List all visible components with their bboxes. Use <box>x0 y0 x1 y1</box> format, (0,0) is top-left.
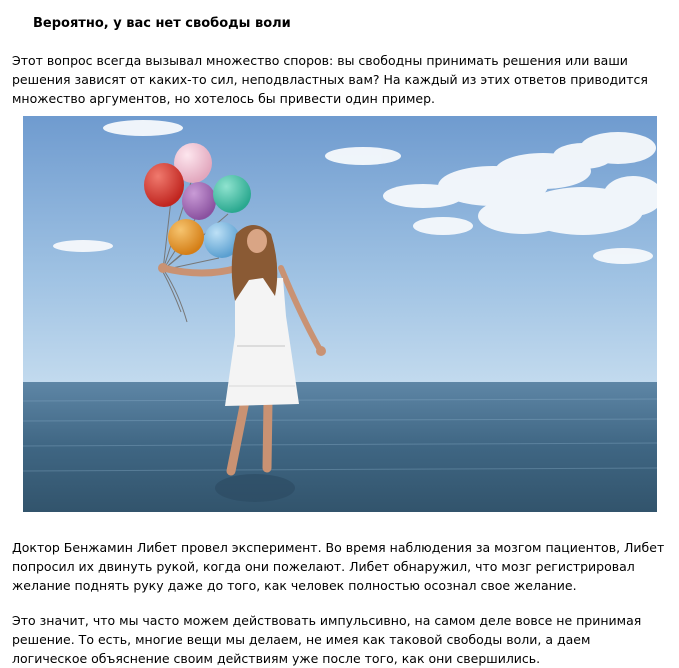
conclusion-line: решение. То есть, многие вещи мы делаем, не имея как таковой свободы воли, а даем <box>12 632 591 647</box>
purple-balloon <box>182 182 216 220</box>
conclusion-line: Это значит, что мы часто можем действовать импульсивно, на самом деле вовсе не принимая <box>12 613 642 628</box>
experiment-paragraph <box>12 538 672 595</box>
girl-with-balloons-photo <box>23 116 657 512</box>
intro-line: множество аргументов, но хотелось бы привести один пример. <box>12 91 436 106</box>
conclusion-line: логическое объяснение своим действиям уже после того, как они свершились. <box>12 651 541 666</box>
red-balloon <box>144 163 184 207</box>
sea <box>23 382 657 512</box>
conclusion-paragraph <box>12 611 672 668</box>
article-title: Вероятно, у вас нет свободы воли <box>33 16 291 31</box>
experiment-line: попросил их двинуть рукой, когда они пожелают. Либет обнаружил, что мозг регистрировал <box>12 559 635 574</box>
intro-line: решения зависят от каких-то сил, неподвластных вам? На каждый из этих ответов приводится <box>12 72 648 87</box>
orange-balloon <box>168 219 204 255</box>
reflection <box>215 474 295 502</box>
experiment-line: желание поднять руку даже до того, как человек полностью осознал свое желание. <box>12 578 577 593</box>
intro-line: Этот вопрос всегда вызывал множество споров: вы свободны принимать решения или ваши <box>12 53 628 68</box>
intro-paragraph <box>12 51 672 108</box>
teal-balloon <box>213 175 251 213</box>
experiment-line: Доктор Бенжамин Либет провел эксперимент. Во время наблюдения за мозгом пациентов, Либет <box>12 540 665 555</box>
